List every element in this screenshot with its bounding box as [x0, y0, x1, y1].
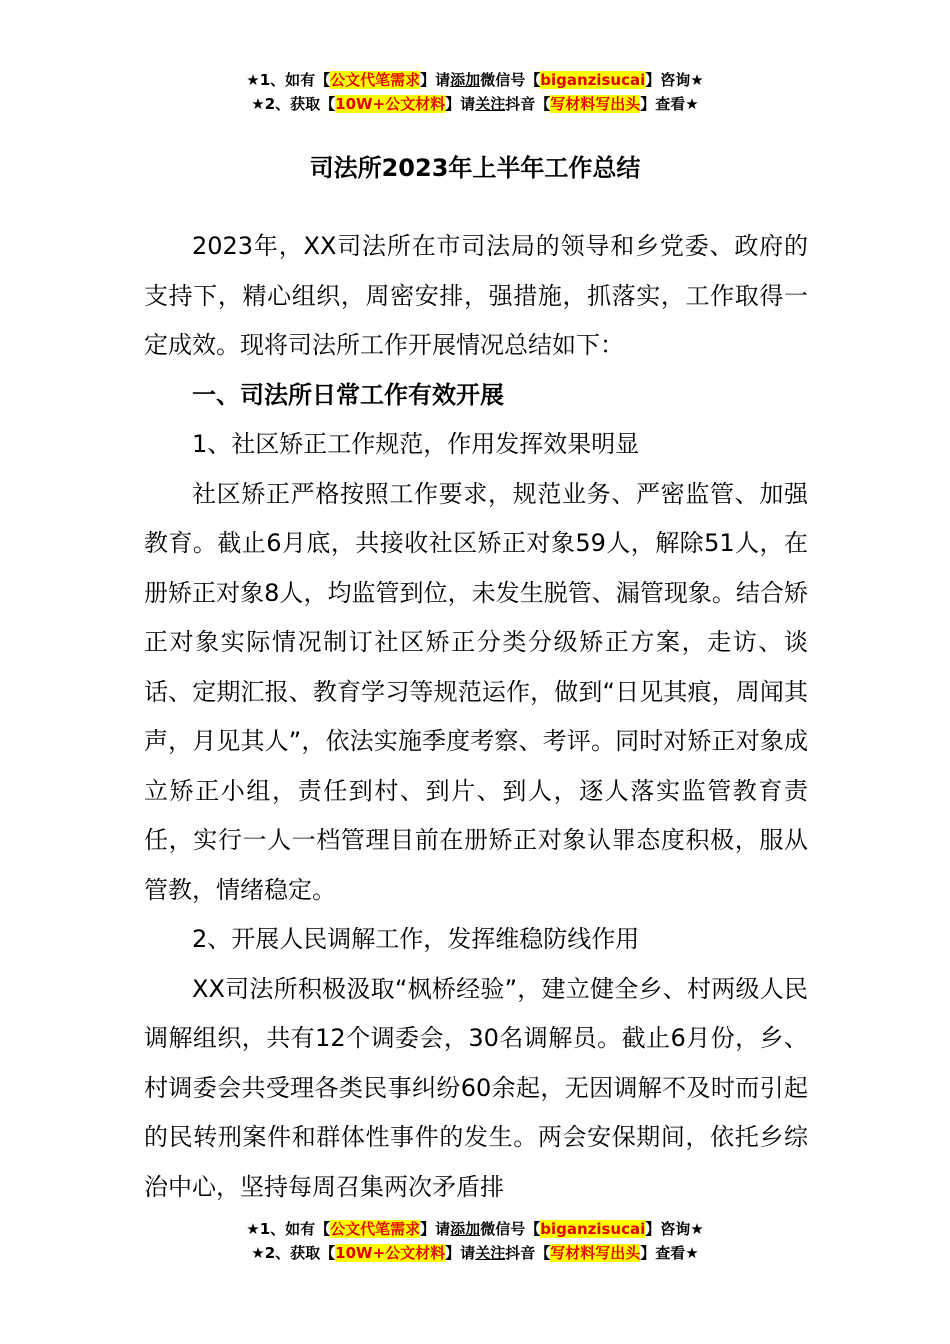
- promo-line-2: [0, 92, 950, 116]
- promo-banner-top: [0, 68, 950, 116]
- promo-line-2: [0, 1241, 950, 1265]
- promo-line-1: [0, 68, 950, 92]
- promo-text: 1、如有【: [259, 71, 331, 89]
- promo-text: 微信号【: [480, 71, 541, 89]
- promo-text: 微信号【: [480, 1220, 541, 1238]
- promo-text: 】查看: [640, 95, 686, 113]
- promo-text: 2、获取【: [264, 95, 336, 113]
- promo-text: 】请: [445, 95, 476, 113]
- promo-underline: 关注: [475, 1244, 506, 1262]
- intro-paragraph: 2023年，XX司法所在市司法局的领导和乡党委、政府的支持下，精心组织，周密安排，强措施，抓落实，工作取得一定成效。现将司法所工作开展情况总结如下：: [144, 232, 808, 359]
- promo-text: 】请: [445, 1244, 476, 1262]
- douyin-id-highlight: 写材料写出头: [550, 1244, 641, 1262]
- star-icon: ★: [685, 1244, 699, 1262]
- promo-line-1: [0, 1217, 950, 1241]
- subheading-2: 2、开展人民调解工作，发挥维稳防线作用: [192, 925, 640, 953]
- promo-underline: 添加: [450, 71, 481, 89]
- promo-text: 】查看: [640, 1244, 686, 1262]
- star-icon: ★: [251, 95, 265, 113]
- promo-text: 2、获取【: [264, 1244, 336, 1262]
- promo-text: 1、如有【: [259, 1220, 331, 1238]
- promo-highlight: 公文代笔需求: [330, 1220, 421, 1238]
- promo-underline: 添加: [450, 1220, 481, 1238]
- document-body: [144, 222, 808, 1212]
- star-icon: ★: [690, 1220, 704, 1238]
- promo-banner-bottom: [0, 1217, 950, 1265]
- promo-highlight: 10W+公文材料: [335, 1244, 446, 1262]
- douyin-id-highlight: 写材料写出头: [550, 95, 641, 113]
- promo-highlight: 10W+公文材料: [335, 95, 446, 113]
- promo-text: 】咨询: [645, 71, 691, 89]
- star-icon: ★: [251, 1244, 265, 1262]
- promo-text: 】请: [420, 1220, 451, 1238]
- subheading-1: 1、社区矫正工作规范，作用发挥效果明显: [192, 430, 640, 458]
- promo-highlight: 公文代笔需求: [330, 71, 421, 89]
- wechat-id-highlight: biganzisucai: [540, 71, 646, 89]
- star-icon: ★: [246, 1220, 260, 1238]
- paragraph-mediation: XX司法所积极汲取“枫桥经验”，建立健全乡、村两级人民调解组织，共有12个调委会，30名调解员。截止6月份，乡、村调委会共受理各类民事纠纷60余起，无因调解不及时而引起的民转刑案件和群体性事件的发生。两会安保期间，依托乡综治中心，坚持每周召集两次矛盾排: [144, 974, 808, 1201]
- star-icon: ★: [246, 71, 260, 89]
- star-icon: ★: [685, 95, 699, 113]
- promo-text: 抖音【: [505, 1244, 551, 1262]
- promo-underline: 关注: [475, 95, 506, 113]
- star-icon: ★: [690, 71, 704, 89]
- wechat-id-highlight: biganzisucai: [540, 1220, 646, 1238]
- paragraph-community-correction: 社区矫正严格按照工作要求，规范业务、严密监管、加强教育。截止6月底，共接收社区矫正对象59人，解除51人，在册矫正对象8人，均监管到位，未发生脱管、漏管现象。结合矫正对象实际情况制订社区矫正分类分级矫正方案，走访、谈话、定期汇报、教育学习等规范运作，做到“日见其痕，周闻其声，月见其人”，依法实施季度考察、考评。同时对矫正对象成立矫正小组，责任到村、到片、到人，逐人落实监管教育责任，实行一人一档管理目前在册矫正对象认罪态度积极，服从管教，情绪稳定。: [144, 479, 808, 904]
- section-heading-1: 一、司法所日常工作有效开展: [192, 380, 504, 409]
- document-title: 司法所2023年上半年工作总结: [309, 154, 641, 182]
- promo-text: 】请: [420, 71, 451, 89]
- promo-text: 抖音【: [505, 95, 551, 113]
- promo-text: 】咨询: [645, 1220, 691, 1238]
